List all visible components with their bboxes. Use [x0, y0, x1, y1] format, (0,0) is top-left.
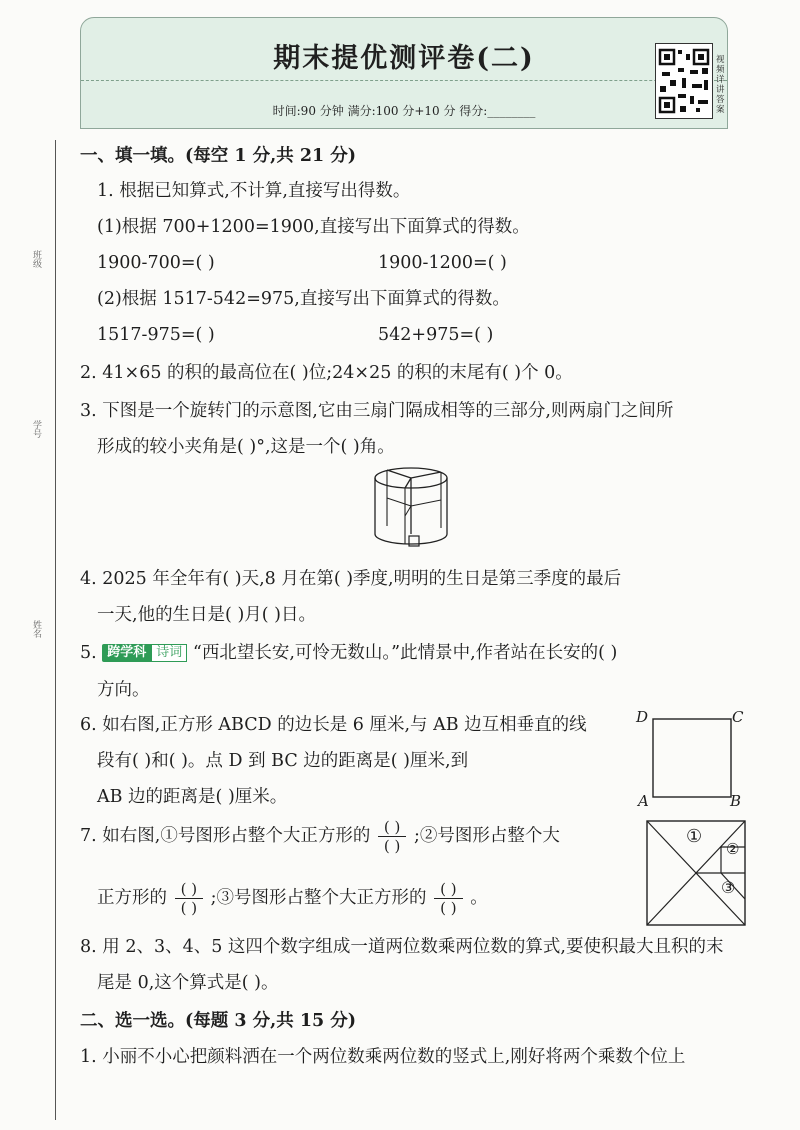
q1b-eq1: 1517-975=( ) — [97, 325, 215, 345]
section-1-title: 一、填一填。(每空 1 分,共 21 分) — [80, 146, 357, 166]
q1b-text: (2)根据 1517-542=975,直接写出下面算式的得数。 — [97, 289, 510, 309]
revolving-door-figure — [365, 462, 457, 554]
s2-q1-text: 1. 小丽不小心把颜料洒在一个两位数乘两位数的竖式上,刚好将两个乘数个位上 — [80, 1047, 686, 1067]
poetry-badge: 诗词 — [151, 644, 187, 662]
q7-line-1: 7. 如右图,①号图形占整个大正方形的 $\frac{( )}{( )}$ ;②号图形占整个大 — [80, 818, 560, 855]
q5-line-1 — [80, 640, 617, 666]
q2-text: 2. 41×65 的积的最高位在( )位;24×25 的积的末尾有( )个 0。 — [80, 363, 573, 383]
label-b: B — [730, 792, 742, 810]
q6-text-2: 段有( )和( )。点 D 到 BC 边的距离是( )厘米,到 — [97, 751, 469, 771]
q7-line-2: 正方形的 $\frac{( )}{( )}$ ;③号图形占整个大正方形的 $\frac{( )}{( )}$ 。 — [97, 880, 488, 917]
square-abcd-figure — [652, 718, 732, 798]
label-c: C — [732, 708, 744, 726]
q1b-eq2: 542+975=( ) — [378, 325, 494, 345]
side-label-name: 姓名 — [31, 620, 41, 638]
side-label-class: 班级 — [31, 250, 41, 268]
binding-line — [55, 140, 56, 1120]
q3-text-2: 形成的较小夹角是( )°,这是一个( )角。 — [97, 437, 395, 457]
q8-text-1: 8. 用 2、3、4、5 这四个数字组成一道两位数乘两位数的算式,要使积最大且积的末 — [80, 937, 724, 957]
q6-text-3: AB 边的距离是( )厘米。 — [97, 787, 288, 807]
qr-code-icon[interactable] — [655, 43, 713, 119]
q3-text-1: 3. 下图是一个旋转门的示意图,它由三扇门隔成相等的三部分,则两扇门之间所 — [80, 401, 674, 421]
interdisciplinary-badge: 跨学科 — [102, 644, 151, 662]
header-divider — [81, 80, 727, 81]
region-2-label: ② — [726, 840, 740, 858]
q4-text-2: 一天,他的生日是( )月( )日。 — [97, 605, 316, 625]
section-2-title: 二、选一选。(每题 3 分,共 15 分) — [80, 1011, 357, 1031]
q1a-text: (1)根据 700+1200=1900,直接写出下面算式的得数。 — [97, 217, 530, 237]
label-d: D — [636, 708, 649, 726]
fraction-blank-3: $\frac{( )}{( )}$ — [434, 880, 462, 917]
exam-meta: 时间:90 分钟 满分:100 分+10 分 得分:________ — [272, 104, 536, 118]
q5-text: “西北望长安,可怜无数山。”此情景中,作者站在长安的( ) — [192, 643, 618, 663]
q4-text-1: 4. 2025 年全年有( )天,8 月在第( )季度,明明的生日是第三季度的最后 — [80, 569, 622, 589]
fraction-blank-2: $\frac{( )}{( )}$ — [175, 880, 203, 917]
q6-text-1: 6. 如右图,正方形 ABCD 的边长是 6 厘米,与 AB 边互相垂直的线 — [80, 715, 587, 735]
qr-caption: 视频详讲答案 — [716, 55, 725, 115]
page-header — [80, 17, 728, 129]
q8-text-2: 尾是 0,这个算式是( )。 — [97, 973, 279, 993]
region-1-label: ① — [686, 826, 703, 847]
q5-text-2: 方向。 — [97, 680, 150, 700]
fraction-blank-1: $\frac{( )}{( )}$ — [378, 818, 406, 855]
q1-text: 1. 根据已知算式,不计算,直接写出得数。 — [97, 181, 411, 201]
q5-number: 5. — [80, 643, 97, 663]
region-3-label: ③ — [721, 878, 736, 897]
side-label-id: 学号 — [31, 420, 41, 438]
q1a-eq1: 1900-700=( ) — [97, 253, 215, 273]
label-a: A — [638, 792, 649, 810]
q1a-eq2: 1900-1200=( ) — [378, 253, 507, 273]
page-title: 期末提优测评卷(二) — [273, 43, 535, 74]
